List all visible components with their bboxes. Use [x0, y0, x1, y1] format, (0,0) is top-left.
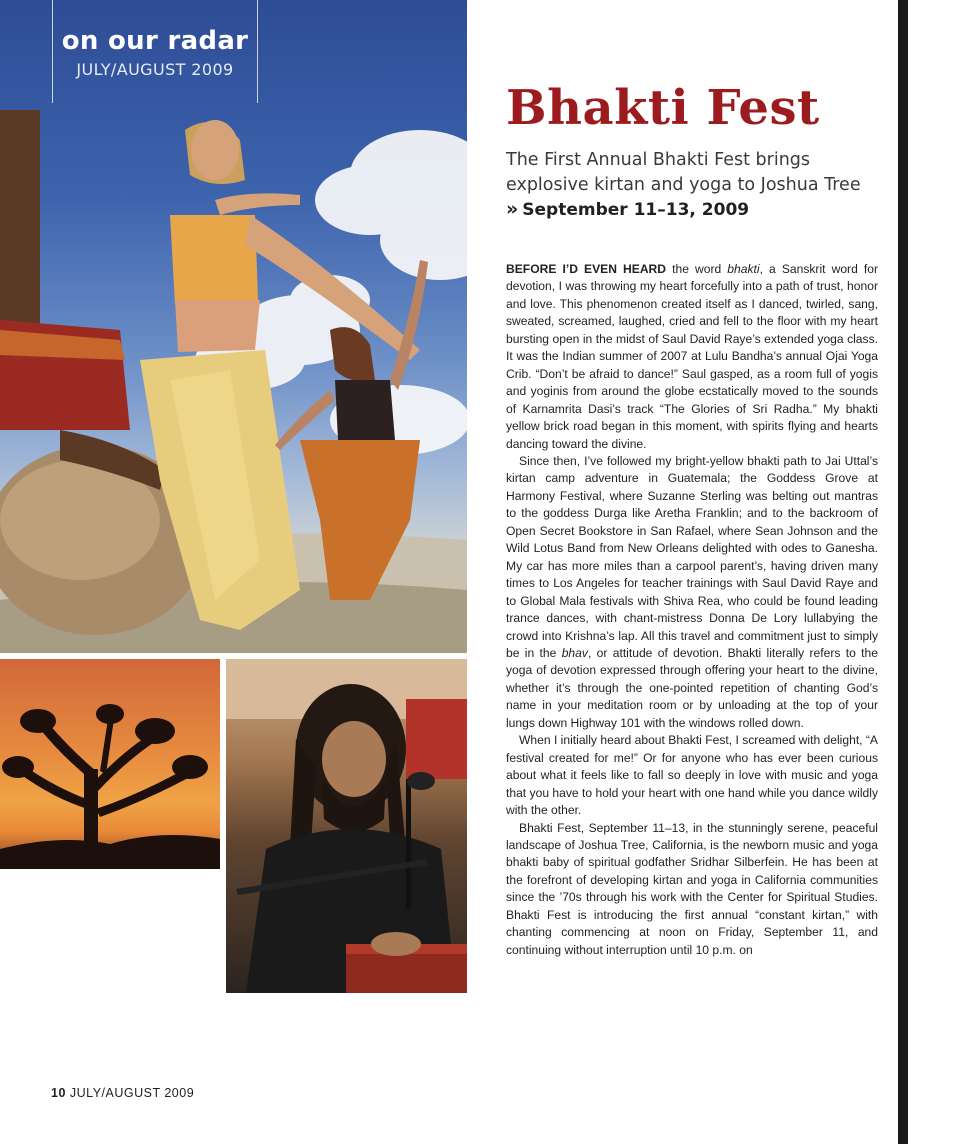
article-paragraph — [506, 261, 878, 453]
event-dates — [506, 198, 749, 220]
joshua-tree-sunset-photo — [0, 659, 220, 869]
article-subtitle: The First Annual Bhakti Fest brings explosive kirtan and yoga to Joshua Tree — [506, 150, 861, 195]
section-issue-date: JULY/AUGUST 2009 — [76, 60, 234, 79]
musician-illustration — [226, 659, 467, 993]
page-edge-bar — [898, 0, 908, 1144]
article-paragraph: Bhakti Fest, September 11–13, in the stunningly serene, peaceful landscape of Joshua Tree, California, is the newborn music and yoga bhakti baby of spiritual godfather Sridhar Silberfein. He has been at the forefront of developing kirtan and yoga in California communities since the ’70s through his work with the Center for Spiritual Studies. Bhakti Fest is introducing the first annual “constant kirtan,” with chanting commencing at noon on Friday, September 11, and continuing without interruption until 10 p.m. on — [506, 820, 878, 957]
text-span: Since then, I’ve followed my bright-yellow bhakti path to Jai Uttal’s kirtan camp adventure in Guatemala; the Goddess Grove at Harmony Festival, where Suzanne Sterling was belting out mantras to the goddess Durga like Aretha Franklin; and to the backroom of Open Secret Bookstore in San Rafael, where Sean Johnson and the Wild Lotus Band from New Orleans delighted with odes to Ganesha. My car has more miles than a carpool parent’s, having driven many times to Los Angeles for teacher trainings with Saul David Raye and to Global Mala festivals with Shiva Rea, who could be found leading trance dances, with chant-mistress Donna De Lory lullabying the crowd into Krishna’s lap. All this travel and commitment just to simply be in the — [506, 453, 878, 660]
emphasis-text: bhakti — [727, 262, 760, 276]
text-span: , a Sanskrit word for devotion, I was throwing my heart forcefully into a path of trust, honor and love. This phenomenon created itself as I danced, twirled, sang, sweated, screamed, laughed, cried and fell to the floor with my heart bursting open in the midst of Saul David Raye’s extended yoga class. It was the Indian summer of 2007 at Lulu Bandha’s annual Ojai Yoga Crib. “Don’t be afraid to dance!” Saul gasped, as a room full of yogis and yoginis from around the globe ecstatically moved to the sounds of Karnamrita Dasi’s track “The Glories of Sri Radha.” My bhakti yellow brick road began in this moment, with spirits flying and hearts dancing toward the divine. — [506, 262, 878, 451]
article-body — [506, 261, 878, 959]
section-title: on our radar — [61, 26, 249, 56]
section-header-box — [52, 0, 258, 103]
page-number: 10 — [51, 1086, 66, 1100]
dancers-photo — [0, 0, 467, 653]
article-paragraph — [506, 453, 878, 732]
chevron-right-icon: » — [506, 198, 519, 220]
text-span: the word — [666, 262, 728, 276]
article-paragraph: When I initially heard about Bhakti Fest, I screamed with delight, “A festival created for me!” Or for anyone who has ever been curious about what it feels like to fall so deeply in love with music and yoga that you have to hold your heart with one hand while you dance wildly with the other. — [506, 733, 878, 818]
footer-issue: JULY/AUGUST 2009 — [69, 1086, 195, 1100]
article-title: Bhakti Fest — [506, 80, 820, 136]
joshua-tree-illustration — [0, 659, 220, 869]
event-dates-text: September 11–13, 2009 — [522, 200, 750, 220]
kirtan-musician-photo — [226, 659, 467, 993]
text-span: , or attitude of devotion. Bhakti literally refers to the yoga of devotion expressed through offering your heart to the divine, whether it’s through the one-pointed repetition of chanting God’s name in your meditation room or by unloading at the top of your lungs down Highway 101 with the windows rolled down. — [506, 645, 878, 730]
emphasis-text: bhav — [561, 645, 588, 660]
page-footer — [51, 1086, 194, 1100]
lead-in: BEFORE I’D EVEN HEARD — [506, 262, 667, 276]
